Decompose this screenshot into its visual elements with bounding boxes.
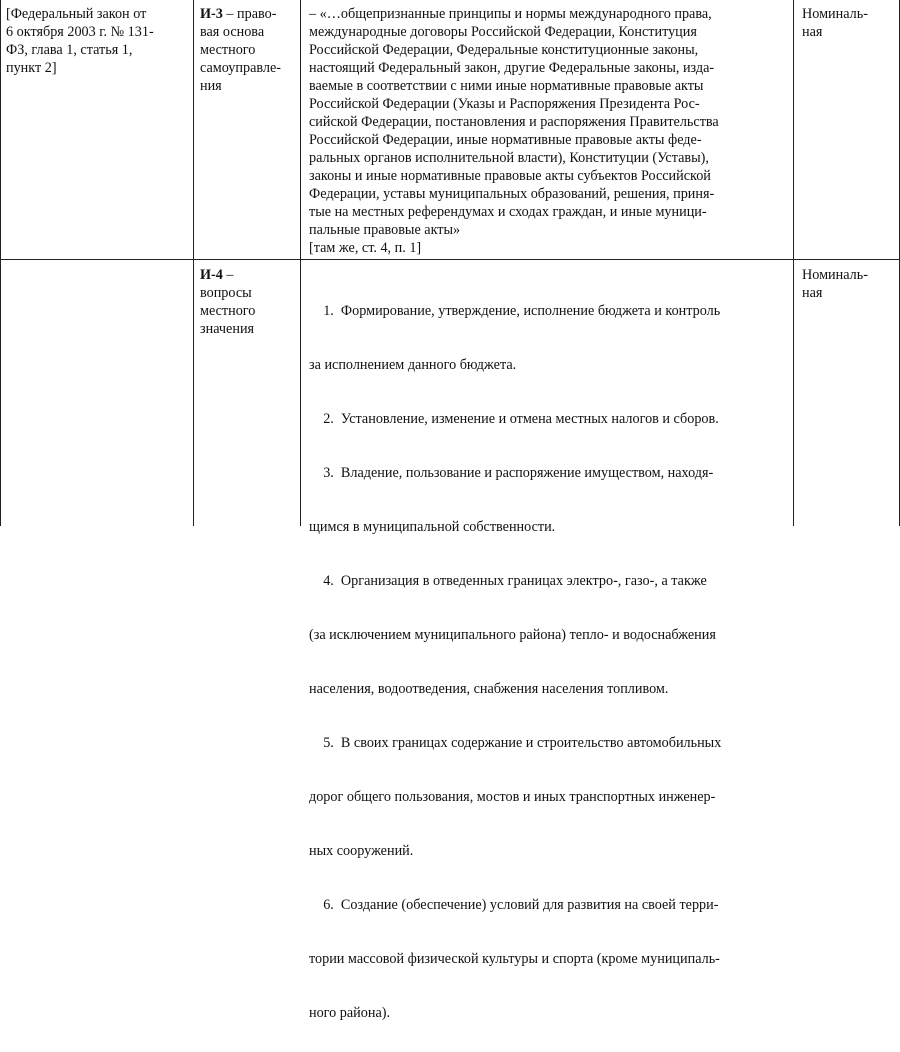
content-line: ных сооружений. <box>309 843 414 859</box>
code-heading-rest: – право- <box>222 6 277 22</box>
code-heading <box>200 266 255 284</box>
content-line: населения, водоотведения, снабжения населения топливом. <box>309 681 669 697</box>
source-line: ФЗ, глава 1, статья 1, <box>6 42 133 58</box>
content-line: тые на местных референдумах и сходах граждан, и иные муници- <box>309 204 707 220</box>
type-line: ная <box>802 24 823 40</box>
content-line: ваемые в соответствии с ними иные нормативные правовые акты <box>309 78 704 94</box>
code-id: И-4 <box>200 267 223 283</box>
source-line: 6 октября 2003 г. № 131- <box>6 24 154 40</box>
content-line: 1. Формирование, утверждение, исполнение бюджета и контроль <box>309 303 721 319</box>
content-line: настоящий Федеральный закон, другие Федеральные законы, изда- <box>309 60 715 76</box>
code-heading <box>200 5 281 23</box>
type-line: Номиналь- <box>802 267 868 283</box>
content-cell <box>309 266 721 1052</box>
content-line: дорог общего пользования, мостов и иных транспортных инженер- <box>309 789 716 805</box>
type-cell <box>802 266 868 302</box>
type-line: Номиналь- <box>802 6 868 22</box>
content-line: [там же, ст. 4, п. 1] <box>309 240 422 256</box>
content-line: законы и иные нормативные правовые акты субъектов Российской <box>309 168 711 184</box>
source-line: пункт 2] <box>6 60 57 76</box>
code-cell <box>200 5 281 95</box>
content-line: 2. Установление, изменение и отмена местных налогов и сборов. <box>309 411 719 427</box>
content-line: ральных органов исполнительной власти), Конституции (Уставы), <box>309 150 709 166</box>
column-divider <box>193 0 194 526</box>
code-cell <box>200 266 255 338</box>
code-line: местного <box>200 303 256 319</box>
row-divider <box>0 259 900 260</box>
content-cell <box>309 5 719 257</box>
content-line: тории массовой физической культуры и спорта (кроме муниципаль- <box>309 951 720 967</box>
source-cell <box>6 5 154 77</box>
content-line: международные договоры Российской Федерации, Конституция <box>309 24 697 40</box>
content-line: за исполнением данного бюджета. <box>309 357 517 373</box>
column-divider <box>793 0 794 526</box>
type-line: ная <box>802 285 823 301</box>
code-line: вая основа <box>200 24 265 40</box>
code-line: вопросы <box>200 285 252 301</box>
content-line: – «…общепризнанные принципы и нормы международного права, <box>309 6 712 22</box>
column-divider <box>300 0 301 526</box>
content-line: Российской Федерации, иные нормативные правовые акты феде- <box>309 132 702 148</box>
content-line: 6. Создание (обеспечение) условий для развития на своей терри- <box>309 897 719 913</box>
content-line: пальные правовые акты» <box>309 222 461 238</box>
table-border-left <box>0 0 1 526</box>
content-line: 5. В своих границах содержание и строительство автомобильных <box>309 735 722 751</box>
code-id: И-3 <box>200 6 223 22</box>
content-line: (за исключением муниципального района) тепло- и водоснабжения <box>309 627 716 643</box>
code-line: местного <box>200 42 256 58</box>
content-line: сийской Федерации, постановления и распоряжения Правительства <box>309 114 719 130</box>
code-line: самоуправле- <box>200 60 281 76</box>
content-line: ного района). <box>309 1005 391 1021</box>
code-line: значения <box>200 321 255 337</box>
content-line: щимся в муниципальной собственности. <box>309 519 556 535</box>
code-line: ния <box>200 78 222 94</box>
content-line: Российской Федерации, Федеральные конституционные законы, <box>309 42 699 58</box>
source-line: [Федеральный закон от <box>6 6 147 22</box>
content-line: 4. Организация в отведенных границах электро-, газо-, а также <box>309 573 707 589</box>
content-line: Федерации, уставы муниципальных образований, решения, приня- <box>309 186 715 202</box>
content-line: Российской Федерации (Указы и Распоряжения Президента Рос- <box>309 96 700 112</box>
type-cell <box>802 5 868 41</box>
code-heading-rest: – <box>222 267 234 283</box>
content-line: 3. Владение, пользование и распоряжение имуществом, находя- <box>309 465 714 481</box>
